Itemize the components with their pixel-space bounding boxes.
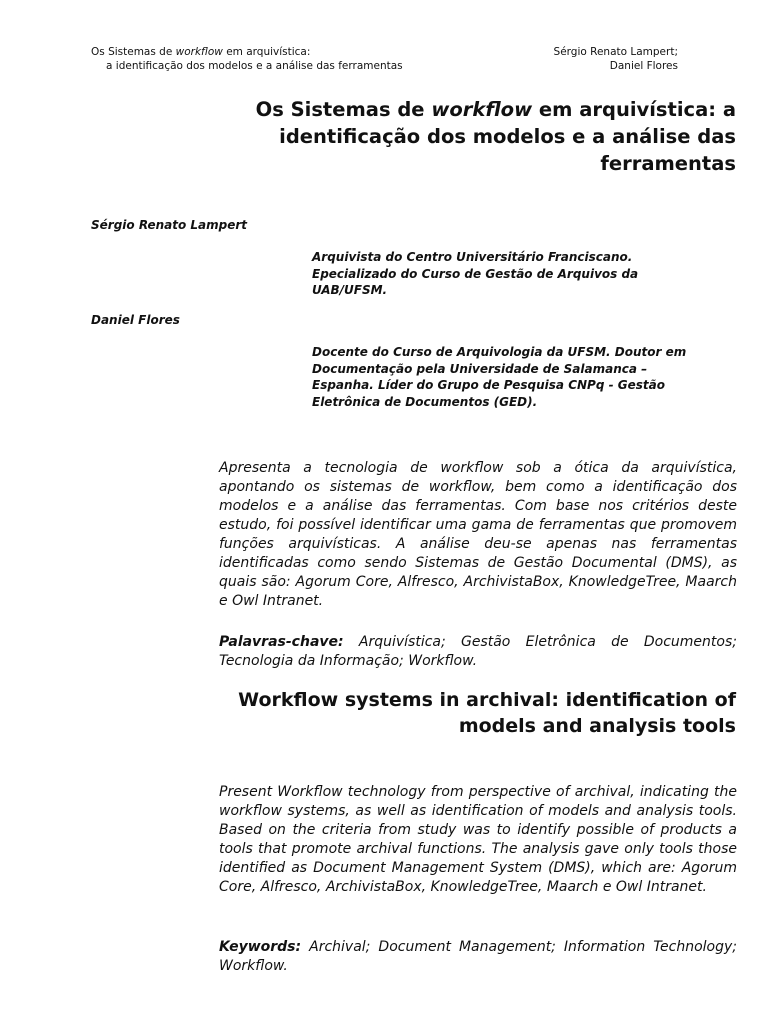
running-header-authors-line1: Sérgio Renato Lampert;	[553, 46, 678, 58]
author-affiliation: Docente do Curso de Arquivologia da UFSM. Doutor em Documentação pela Universidade de Salamanca – Espanha. Líder do Grupo de Pesquisa CNPq - Gestão Eletrônica de Documentos (GED).	[312, 345, 687, 409]
keywords-english	[219, 938, 737, 976]
paper-title-text: em arquivística: a identificação dos modelos e a análise das ferramentas	[279, 98, 736, 175]
paper-title-text: Os Sistemas de	[255, 98, 432, 121]
running-header-authors-line2: Daniel Flores	[609, 60, 678, 72]
running-header-emphasis: workflow	[175, 46, 223, 58]
abstract-portuguese: Apresenta a tecnologia de workflow sob a ótica da arquivística, apontando os sistemas de workflow, bem como a identificação dos modelos e a análise das ferramentas. Com base nos critérios deste estudo, foi possível identificar uma gama de ferramentas que promovem funções arquivísticas. A análise deu-se apenas nas ferramentas identificadas como sendo Sistemas de Gestão Documental (DMS), as quais são: Agorum Core, Alfresco, ArchivistaBox, KnowledgeTree, Maarch e Owl Intranet.	[219, 460, 737, 609]
author-name: Daniel Flores	[91, 313, 180, 327]
running-header-right	[554, 45, 678, 73]
running-header-text: em arquivística:	[222, 46, 311, 58]
english-title: Workflow systems in archival: identification of models and analysis tools	[238, 689, 736, 737]
keywords-text: Arquivística; Gestão Eletrônica de Documentos; Tecnologia da Informação; Workflow.	[219, 634, 737, 669]
paper-title	[176, 96, 736, 177]
abstract-english: Present Workflow technology from perspective of archival, indicating the workflow systems, as well as identification of models and analysis tools. Based on the criteria from study was to identify possible of products a tools that promote archival functions. The analysis gave only tools those identified as Document Management System (DMS), which are: Agorum Core, Alfresco, ArchivistaBox, KnowledgeTree, Maarch e Owl Intranet.	[219, 784, 737, 895]
author-affiliation: Arquivista do Centro Universitário Franciscano. Epecializado do Curso de Gestão de Arquivos da UAB/UFSM.	[312, 250, 639, 297]
running-header-left-line2: a identificação dos modelos e a análise das ferramentas	[106, 60, 403, 72]
keywords-label: Keywords:	[219, 939, 302, 955]
keywords-portuguese	[219, 633, 737, 671]
paper-title-emphasis: workflow	[431, 98, 533, 121]
keywords-text: Archival; Document Management; Information Technology; Workflow.	[219, 939, 737, 974]
running-header-left-line1	[91, 45, 403, 59]
running-header-left	[91, 45, 403, 73]
running-header-text: Os Sistemas de	[91, 46, 176, 58]
keywords-label: Palavras-chave:	[219, 634, 344, 650]
author-name: Sérgio Renato Lampert	[91, 218, 248, 232]
